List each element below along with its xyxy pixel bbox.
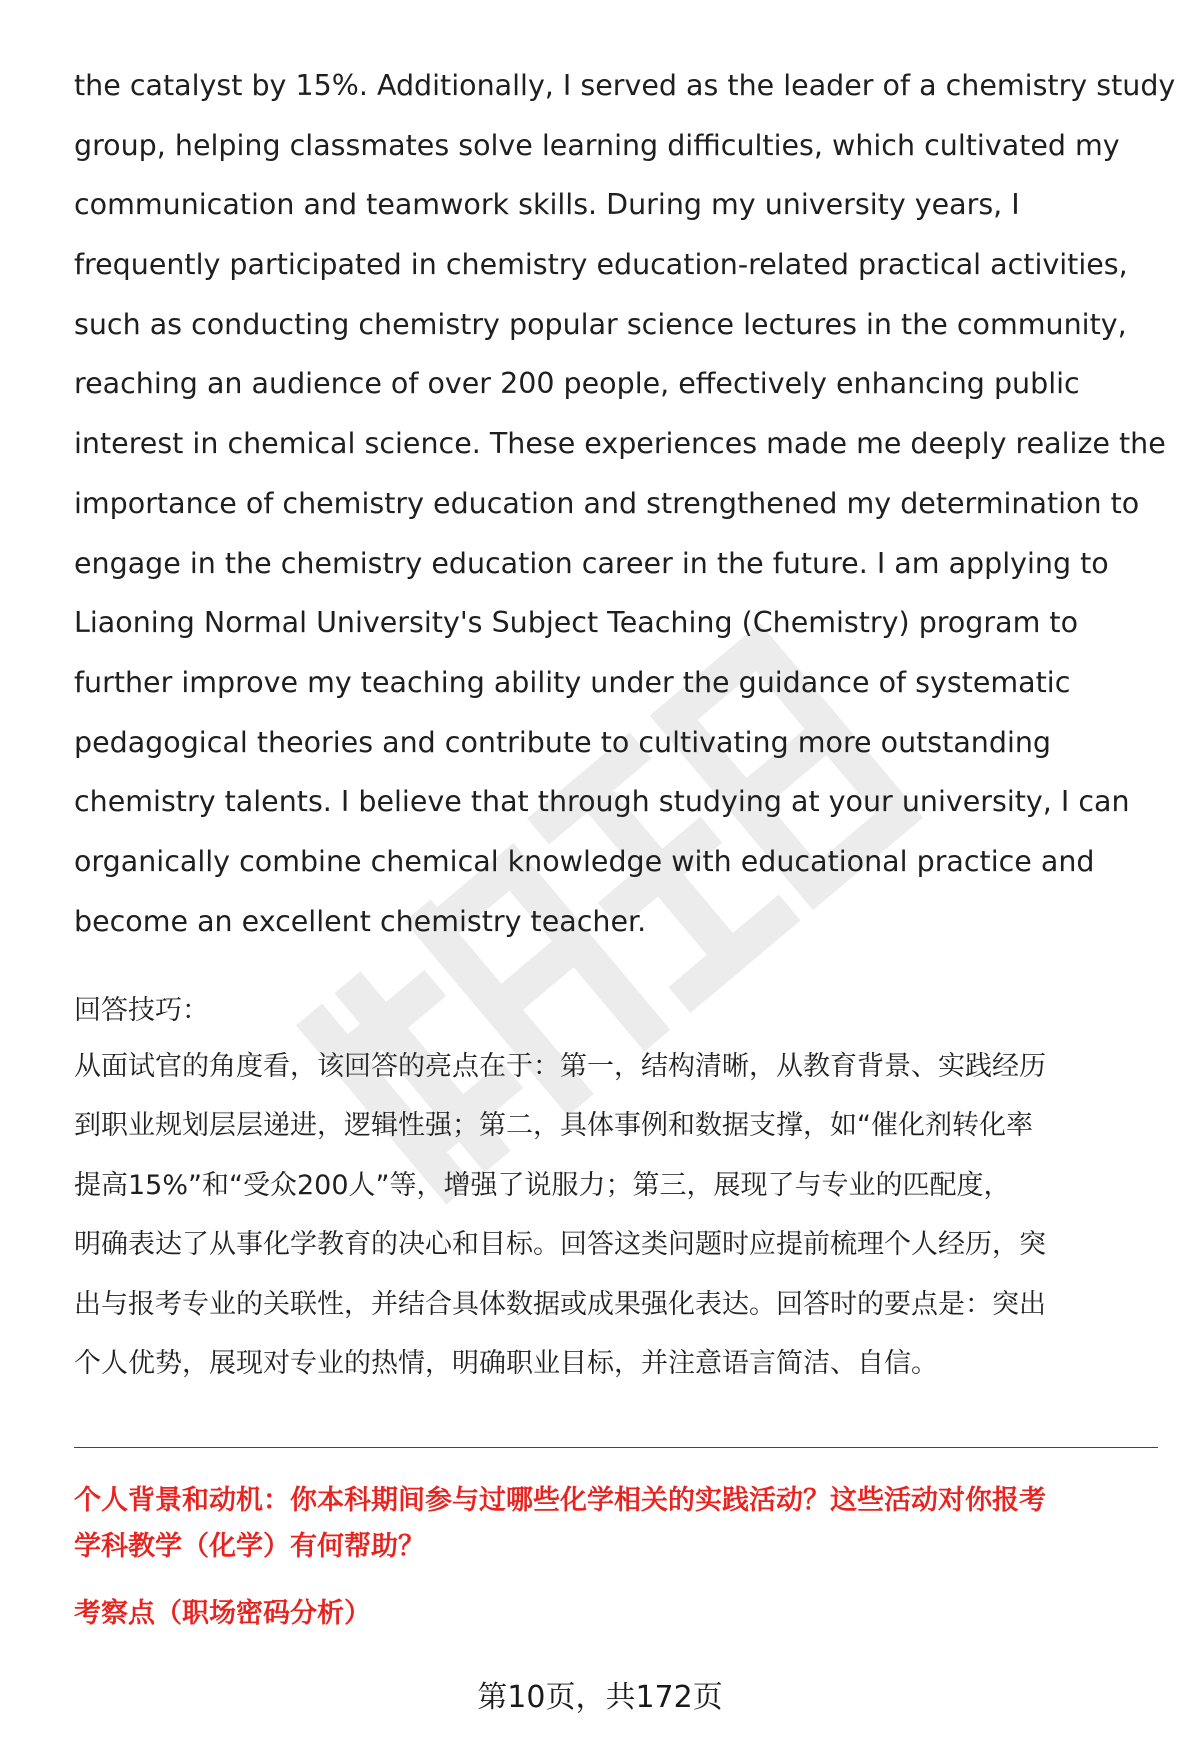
answer-line: reaching an audience of over 200 people, effectively enhancing public xyxy=(74,367,1080,401)
answer-line: group, helping classmates solve learning difficulties, which cultivated my xyxy=(74,128,1120,162)
answer-line: engage in the chemistry education career in the future. I am applying to xyxy=(74,546,1109,580)
section-divider xyxy=(74,1447,1158,1448)
answer-line: organically combine chemical knowledge with educational practice and xyxy=(74,844,1095,878)
answer-tips-section xyxy=(74,985,1154,1393)
tips-line: 提高15%”和“受众200人”等，增强了说服力；第三，展现了与专业的匹配度， xyxy=(74,1169,1011,1201)
tips-line: 个人优势，展现对专业的热情，明确职业目标，并注意语言简洁、自信。 xyxy=(74,1347,938,1379)
answer-line: the catalyst by 15%. Additionally, I served as the leader of a chemistry study xyxy=(74,69,1176,102)
question-line: 个人背景和动机：你本科期间参与过哪些化学相关的实践活动？这些活动对你报考 xyxy=(74,1485,1046,1516)
answer-line: communication and teamwork skills. During my university years, I xyxy=(74,188,1020,222)
tips-line: 到职业规划层层递进，逻辑性强；第二，具体事例和数据支撑，如“催化剂转化率 xyxy=(74,1110,1033,1142)
answer-line: become an excellent chemistry teacher. xyxy=(74,904,647,938)
assessment-points-title: 考察点（职场密码分析） xyxy=(74,1598,371,1629)
answer-line: frequently participated in chemistry education-related practical activities, xyxy=(74,248,1128,282)
answer-line: chemistry talents. I believe that through studying at your university, I can xyxy=(74,785,1130,819)
answer-line: pedagogical theories and contribute to cultivating more outstanding xyxy=(74,725,1052,759)
answer-line: Liaoning Normal University's Subject Teaching (Chemistry) program to xyxy=(74,606,1079,640)
tips-line: 从面试官的角度看，该回答的亮点在于：第一，结构清晰，从教育背景、实践经历 xyxy=(74,1051,1046,1082)
answer-line: such as conducting chemistry popular science lectures in the community, xyxy=(74,307,1127,341)
page-number-footer: 第10页，共172页 xyxy=(477,1680,723,1715)
answer-line: interest in chemical science. These experiences made me deeply realize the xyxy=(74,427,1166,461)
tips-heading: 回答技巧： xyxy=(74,995,209,1026)
answer-paragraph xyxy=(74,56,1176,951)
answer-line: importance of chemistry education and strengthened my determination to xyxy=(74,486,1140,520)
question-line: 学科教学（化学）有何帮助？ xyxy=(74,1531,425,1562)
answer-line: further improve my teaching ability under the guidance of systematic xyxy=(74,665,1071,699)
interview-question xyxy=(74,1478,1164,1570)
tips-line: 明确表达了从事化学教育的决心和目标。回答这类问题时应提前梳理个人经历，突 xyxy=(74,1229,1046,1261)
tips-line: 出与报考专业的关联性，并结合具体数据或成果强化表达。回答时的要点是：突出 xyxy=(74,1288,1046,1320)
